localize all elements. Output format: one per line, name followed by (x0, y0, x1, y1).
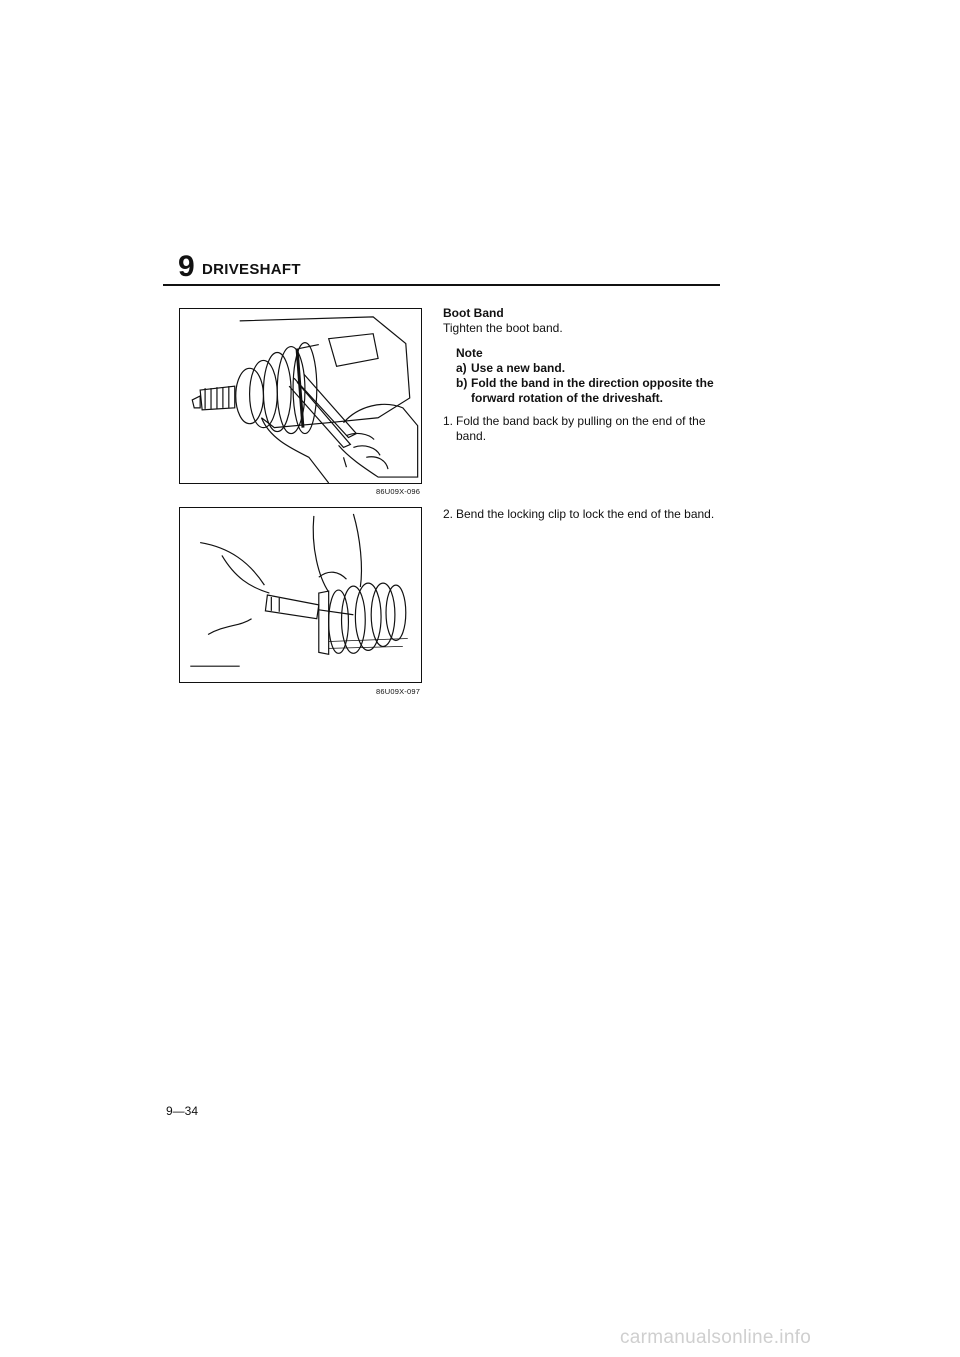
figure-boot-band-pliers (179, 308, 422, 484)
chapter-title: DRIVESHAFT (202, 261, 301, 278)
page-number: 9—34 (166, 1104, 199, 1118)
note-a: Use a new band. (471, 361, 566, 375)
header-rule (163, 284, 720, 286)
locking-clip-screwdriver-illustration (180, 508, 421, 682)
boot-band-pliers-illustration (180, 309, 421, 483)
step-text-cont: band. (456, 429, 487, 443)
note-b-marker: b) (456, 376, 468, 390)
watermark: carmanualsonline.info (620, 1327, 812, 1348)
step-number: 2. (443, 507, 454, 521)
section-intro: Tighten the boot band. (443, 321, 563, 335)
note-b-line2: forward rotation of the driveshaft. (471, 391, 664, 405)
step-text: Bend the locking clip to lock the end of the band. (456, 507, 715, 521)
step-text: Fold the band back by pulling on the end of the (456, 414, 706, 428)
figure-locking-clip (179, 507, 422, 683)
note-b-line1: Fold the band in the direction opposite the (471, 376, 714, 390)
section-title: Boot Band (443, 306, 504, 320)
chapter-number: 9 (178, 250, 195, 283)
figure-code: 86U09X-096 (376, 487, 421, 496)
note-label: Note (456, 346, 483, 360)
figure-code: 86U09X-097 (376, 687, 421, 696)
step-number: 1. (443, 414, 454, 428)
note-a-marker: a) (456, 361, 467, 375)
